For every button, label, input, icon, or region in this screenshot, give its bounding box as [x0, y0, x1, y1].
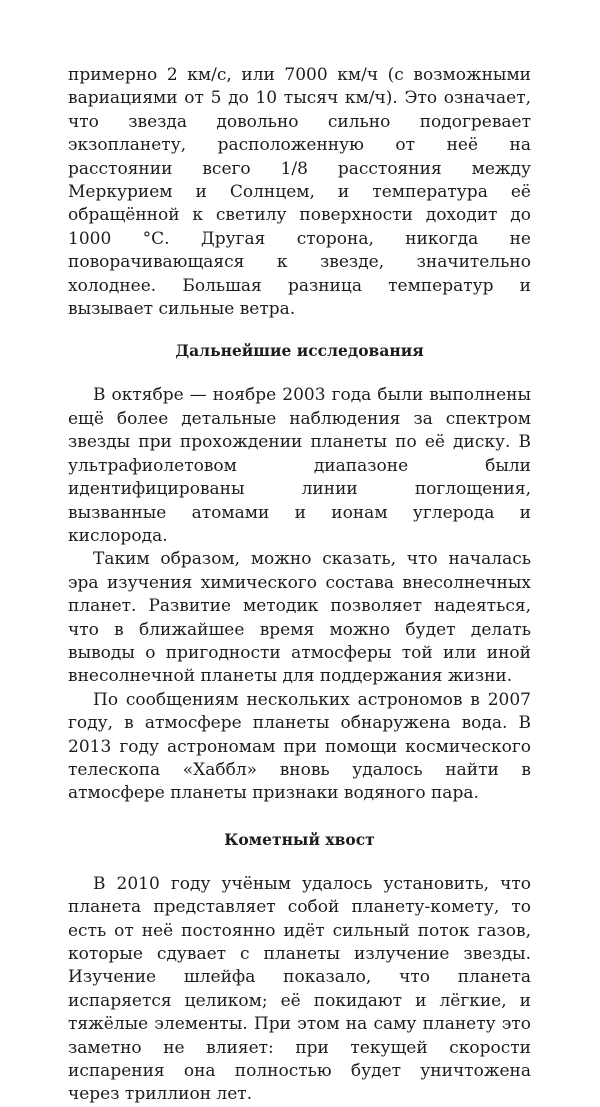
paragraph-intro: примерно 2 км/с, или 7000 км/ч (с возможными вариациями от 5 до 10 тысяч км/ч). Это означает, что звезда довольно сильно подогревает экзопланету, расположенную от неё на расстоянии всего 1/8 расстояния между Меркурием и Солнцем, и температура её обращённой к светилу поверхности доходит до 1000 °С. Другая сторона, никогда не поворачивающаяся к звезде, значительно холоднее. Большая разница температур и вызывает сильные ветра. [68, 65, 531, 320]
paragraph: В 2010 году учёным удалось установить, что планета представляет собой планету-комету, то есть от неё постоянно идёт сильный поток газов, которые сдувает с планеты излучение звезды. Изучение шлейфа показало, что планета испаряется целиком; её покидают и лёгкие, и тяжёлые элементы. При этом на саму планету это заметно не влияет: при текущей скорости испарения она полностью будет уничтожена через триллион лет. [68, 873, 531, 1105]
paragraph: По сообщениям нескольких астрономов в 2007 году, в атмосфере планеты обнаружена вода. В 2013 году астрономам при помощи космического телескопа «Хаббл» вновь удалось найти в атмосфере планеты признаки водяного пара. [68, 689, 531, 804]
section-heading-comet-tail: Кометный хвост [224, 829, 375, 849]
paragraph: В октябре — ноябре 2003 года были выполнены ещё более детальные наблюдения за спектром звезды при прохождении планеты по её диску. В ультрафиолетовом диапазоне были идентифицированы линии поглощения, вызванные атомами и ионам углерода и кислорода. [68, 385, 531, 546]
paragraph: Таким образом, можно сказать, что началась эра изучения химического состава внесолнечных планет. Развитие методик позволяет надеяться, что в ближайшее время можно будет делать выводы о пригодности атмосферы той или иной внесолнечной планеты для поддержания жизни. [68, 549, 531, 687]
book-page [68, 64, 531, 1107]
section-heading-further-research: Дальнейшие исследования [175, 341, 424, 361]
